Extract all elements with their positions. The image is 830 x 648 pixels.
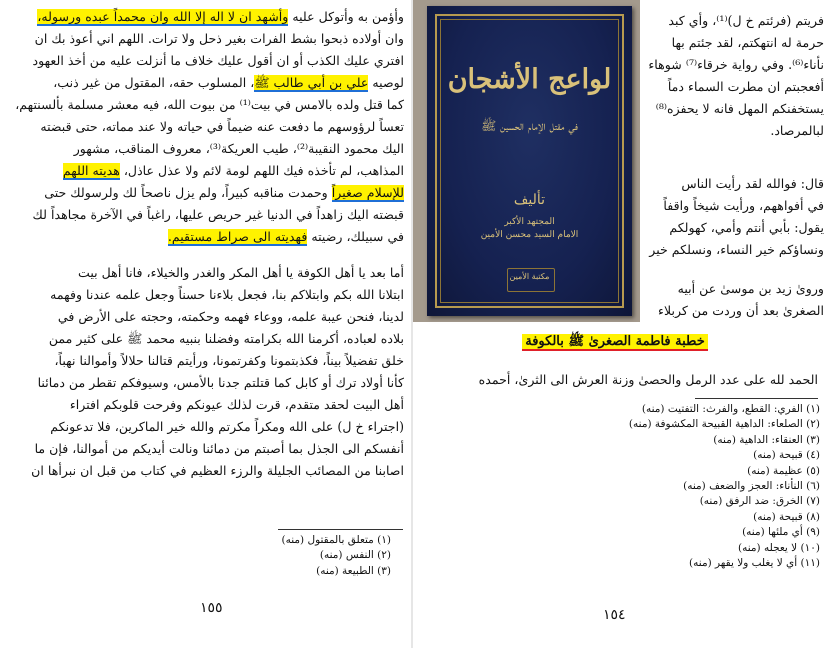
text-line: نأناء⁽⁶⁾. وفي رواية خرقاء⁽⁷⁾ شوهاء xyxy=(648,57,824,72)
text-line: ونساؤكم خير النساء، ونسلكم خير xyxy=(649,242,824,257)
page-number-right: ١٥٤ xyxy=(603,607,626,623)
page-number-left: ١٥٥ xyxy=(200,600,223,616)
text-segment: المذاهب، لم تأخذه فيك اللهم لومة لائم ولا عذل عاذل، xyxy=(119,163,404,178)
left-footnotes xyxy=(181,533,391,579)
text-line: الصغرىٰ بعد أن وردت من كربلاء xyxy=(658,303,824,318)
text-line: قال: فوالله لقد رأيت الناس xyxy=(681,176,824,191)
text-segment: اليك محمود النقيبة⁽²⁾، طيب العريكة⁽³⁾، معروف المناقب، مشهور xyxy=(73,141,404,156)
left-page xyxy=(0,0,413,648)
footnote: (١١) أي لا يغلب ولا يقهر (منه) xyxy=(689,557,820,570)
text-segment: أما بعد يا أهل الكوفة يا أهل المكر والغدر والخيلاء، فانا أهل بيت xyxy=(77,265,404,280)
text-segment: افتري عليك الكذب أو ان أقول عليك خلاف ما أنزلت عليه من أخذ العهود xyxy=(32,53,404,68)
text-line xyxy=(12,416,404,438)
text-line xyxy=(12,328,404,350)
right-page-partial-text-2 xyxy=(646,173,824,261)
highlighted-phrase: للإسلام صغيراً xyxy=(331,185,404,200)
text-segment: كأنا أولاد ترك أو كابل كما قتلتم جدنا بالأمس، وسيوفكم تقطر من دمائنا xyxy=(37,375,404,390)
text-segment: خلق تفضيلاً بيناً، فكذبتمونا وكفرتمونا، ورأيتم قتالنا حلالاً وأموالنا نهباً، xyxy=(54,353,404,368)
text-line: في أفواههم، ورأيت شيخاً واقفاً xyxy=(663,198,824,213)
text-line xyxy=(12,438,404,460)
text-line xyxy=(12,138,404,160)
footnote: (٩) أي ملئها (منه) xyxy=(742,526,820,539)
text-line: حرمة له انتهكتم، لقد جئتم بها xyxy=(671,35,824,50)
right-page-partial-text-1 xyxy=(646,10,824,142)
right-page-partial-text-3 xyxy=(646,278,824,322)
text-segment: اصابنا من المصائب الجليلة والرزء العظيم في كتاب من قبل ان نبرأها ان xyxy=(31,463,404,478)
text-segment: أنفسكم الى الجذل بما أصبتم من دمائنا ونالت أيديكم من أموالنا، فإن ما xyxy=(34,441,404,456)
text-segment: وان أولاده ذبحوا بشط الفرات بغير ذحل ولا ترات. اللهم اني أعوذ بك ان xyxy=(34,31,404,46)
footnote: (٧) الخرق: ضد الرفق (منه) xyxy=(699,495,820,508)
footnote: (٦) النأناء: العجز والضعف (منه) xyxy=(683,480,820,493)
text-line xyxy=(12,182,404,204)
text-segment: تعساً لرؤوسهم ما دفعت عنه ضيماً في حياته ولا عند مماته، حتى قبضته xyxy=(40,119,404,134)
section-heading-text: خطبة فاطمة الصغرىٰ ﷺ بالكوفة xyxy=(522,334,708,351)
cover-title: لواعج الأشجان xyxy=(447,64,612,95)
footnote: (٨) قبيحة (منه) xyxy=(753,510,820,523)
footnote: (٣) الطبيعة (منه) xyxy=(316,564,391,577)
text-segment: وأؤمن به وأتوكل عليه xyxy=(288,9,404,24)
text-segment: في سبيلك، رضيته xyxy=(307,229,404,244)
text-line xyxy=(12,160,404,182)
text-line xyxy=(12,350,404,372)
text-line xyxy=(12,50,404,72)
text-segment: ابتلانا الله بكم وابتلاكم بنا، فجعل بلاءنا حسناً وجعل علمه عندنا وفهمه xyxy=(50,287,404,302)
text-line xyxy=(12,116,404,138)
cover-by-label: تأليف xyxy=(513,192,546,208)
text-line xyxy=(12,306,404,328)
footnote: (٢) النفس (منه) xyxy=(319,549,391,562)
text-segment: قبضته اليك زاهداً في الدنيا غير حريص عليها، راغباً في الآخرة مجاهداً لك xyxy=(32,207,404,222)
footnote: (١) الفري: القطع، والفرث: التفتيت (منه) xyxy=(641,403,820,415)
text-segment: بلاده لعباده، أكرمنا الله بكرامته وفضلنا بنبيه محمد ﷺ على كثير ممن xyxy=(48,331,404,346)
highlighted-phrase: وأشهد ان لا اله إلا الله وان محمداً عبده ورسوله، xyxy=(37,9,289,24)
footnote: (٢) الصلعاء: الداهية القبيحة المكشوفة (منه) xyxy=(628,418,820,431)
cover-publisher: مكتبة الأمين xyxy=(509,272,550,281)
text-line: لبالمرصاد. xyxy=(770,123,824,138)
left-footnote-separator xyxy=(278,529,403,530)
left-page-body-text xyxy=(12,6,404,482)
text-line xyxy=(12,248,404,262)
right-page-opening-line xyxy=(453,369,818,391)
text-line xyxy=(12,72,404,94)
text-line xyxy=(12,372,404,394)
footnote: (٤) قبيحة (منه) xyxy=(753,449,820,462)
text-line xyxy=(12,262,404,284)
footnote: (١) متعلق بالمقتول (منه) xyxy=(281,534,391,546)
text-line xyxy=(12,204,404,226)
text-line xyxy=(12,460,404,482)
text-line xyxy=(12,28,404,50)
text-segment: لدينا، فنحن عيبة علمه، ووعاء فهمه وحكمته، وحجته على الأرض في xyxy=(57,309,404,324)
text-line: فريتم (فرئتم خ ل)⁽¹⁾، وأي كبد xyxy=(668,13,824,28)
highlighted-phrase: علي بن أبي طالب ﷺ xyxy=(254,75,369,90)
cover-author: المجتهد الأكبر الامام السيد محسن الأمين xyxy=(480,217,579,240)
book-cover xyxy=(427,6,632,316)
text-line xyxy=(12,394,404,416)
highlighted-phrase: فهديته الى صراط مستقيم. xyxy=(167,229,308,244)
text-segment: أهل البيت لحقد متقدم، قرت لذلك عيونكم وفرحت قلوبكم افتراء xyxy=(69,397,404,412)
text-line xyxy=(12,284,404,306)
cover-inner-border xyxy=(440,19,619,303)
footnote: (٥) عظيمة (منه) xyxy=(747,464,820,477)
highlighted-phrase: هديته اللهم xyxy=(62,163,120,178)
text-line: وروىٰ زيد بن موسىٰ عن أبيه xyxy=(677,281,824,296)
text-line xyxy=(12,94,404,116)
section-heading xyxy=(521,331,709,353)
text-segment: كما قتل ولده بالامس في بيت⁽¹⁾ من بيوت الله، فيه معشر مسلمة بألسنتهم، xyxy=(15,97,404,112)
text-line: أفعجبتم ان مطرت السماء دماً xyxy=(667,79,824,94)
footnote: (٣) العنقاء: الداهية (منه) xyxy=(713,433,820,446)
text-line: يقول: بأبي أنتم وأمي، كهولكم xyxy=(669,220,824,235)
footnote: (١٠) لا يعجله (منه) xyxy=(738,541,820,554)
text-line xyxy=(12,6,404,28)
text-segment: ، المسلوب حقه، المقتول من غير ذنب، xyxy=(53,75,255,90)
cover-subtitle: في مقتل الإمام الحسين ﷺ xyxy=(481,118,578,133)
text-line: الحمد لله على عدد الرمل والحصىٰ وزنة العرش الى الثرىٰ، أحمده xyxy=(478,372,818,387)
text-segment: وحمدت مناقبه كبيراً، ولم يزل ناصحاً لك ولرسولك حتى xyxy=(44,185,332,200)
book-cover-image xyxy=(413,0,640,322)
text-line: يستخفنكم المهل فانه لا يحفزه⁽⁸⁾ xyxy=(655,101,824,116)
right-footnote-separator xyxy=(695,398,818,399)
honorific-glyph: ﷺ xyxy=(568,334,585,349)
right-footnotes xyxy=(520,402,820,571)
text-segment: (اجتراء خ ل) على الله ومكراً مكرتم والله خير الماكرين، فلا تدعونكم xyxy=(50,419,404,434)
text-line xyxy=(12,226,404,248)
text-segment: لوصيه xyxy=(368,75,404,90)
